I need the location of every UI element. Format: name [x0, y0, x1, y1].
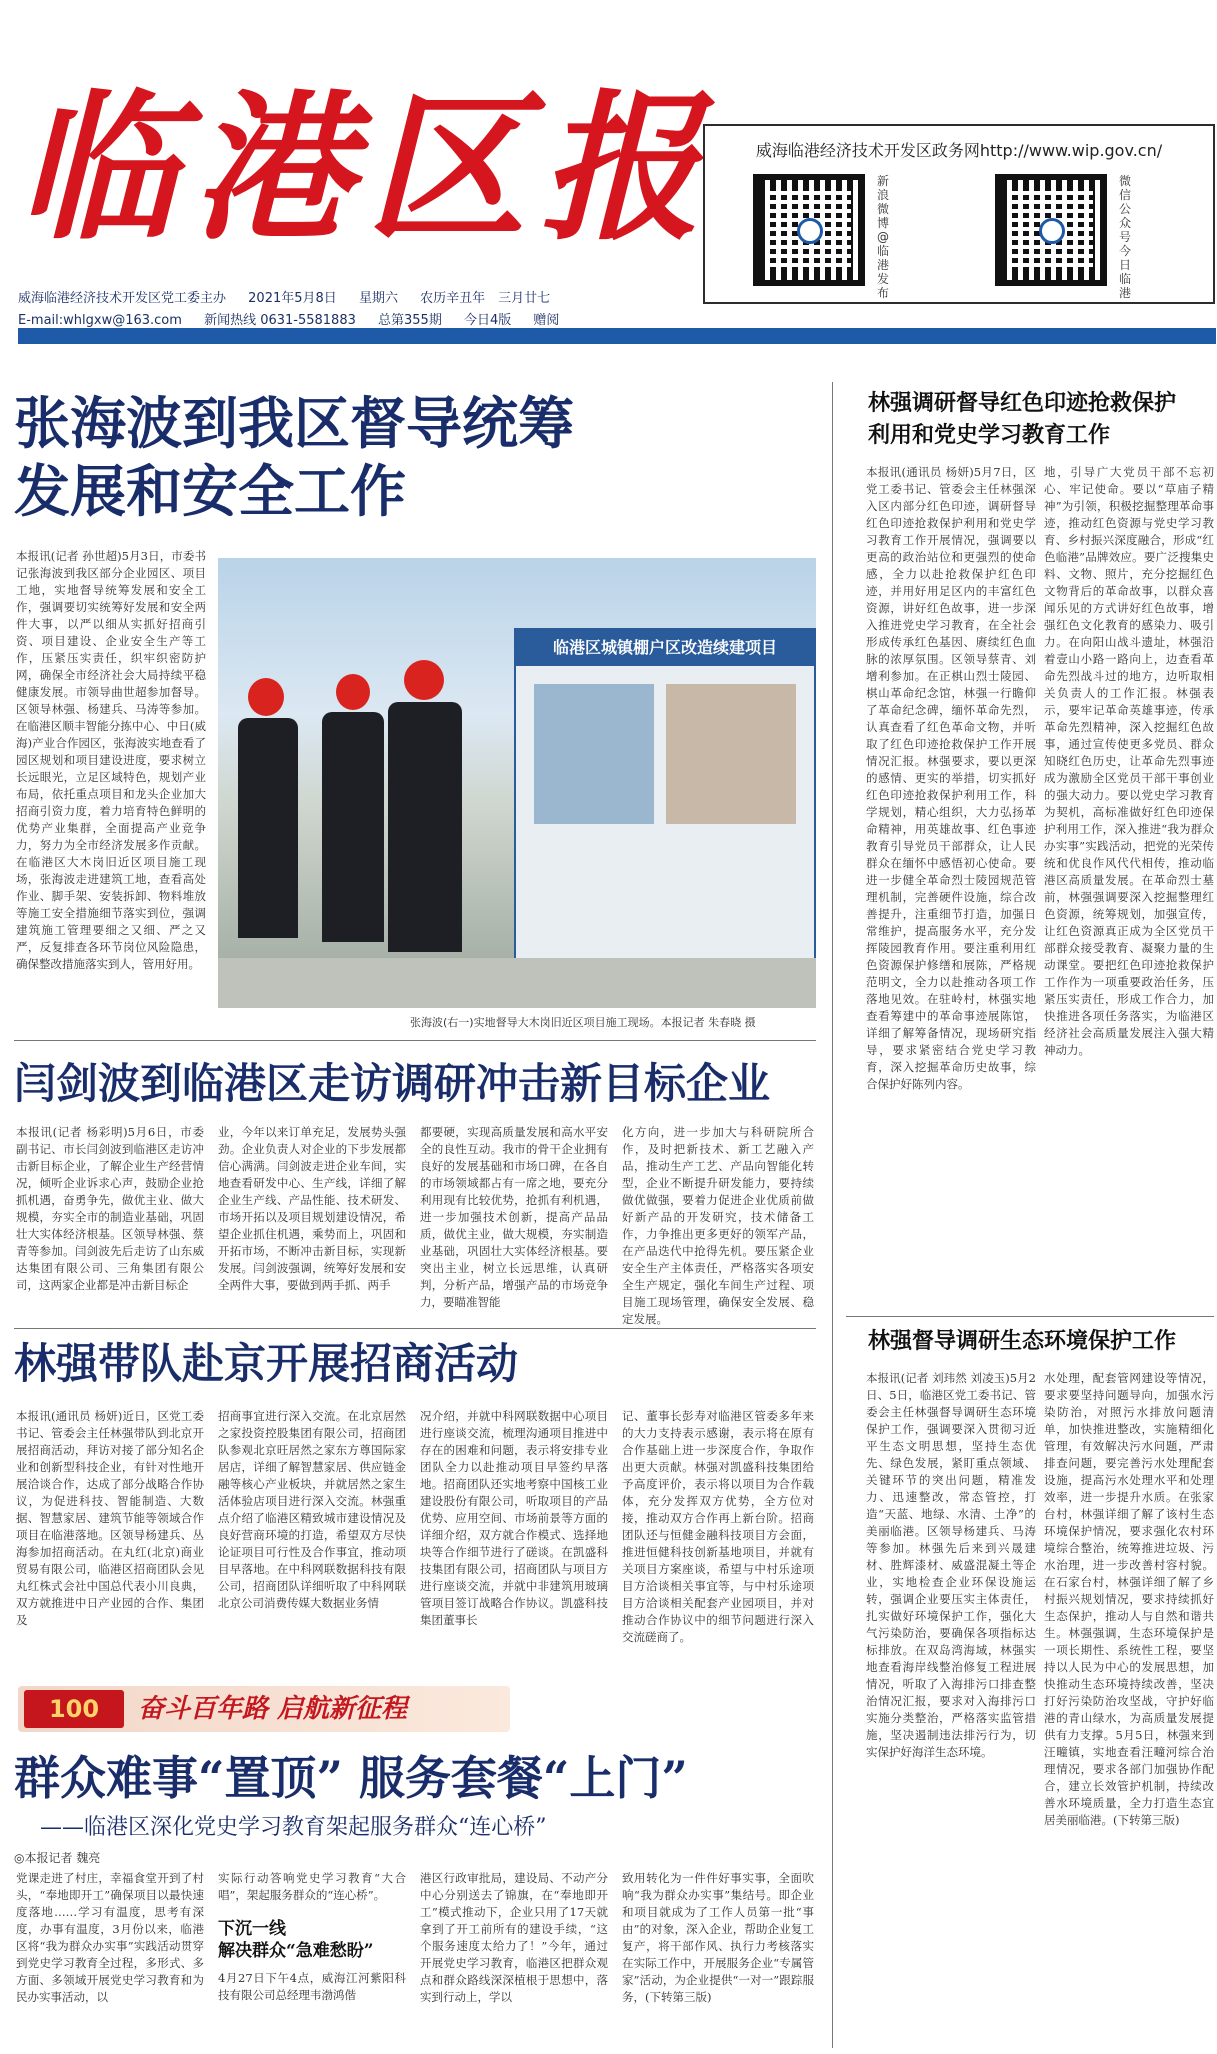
side2-col2: 水处理，配套管网建设等情况，要求要坚持问题导向，加强水污染防治，对照污水排放问题清单，加快推进整改，实施精细化管理，有效解决污水问题，严肃排查问题，要完善污水处理配套设施，提高污水处理水平和处理效率，进一步提升水质。在张家台村，林强详细了解了该村生态环境保护情况，要求强化农村环境综合整治，统筹推进垃圾、污水治理，进一步改善村容村貌。在石家台村，林强详细了解了乡村振兴规划情况，要求持续抓好生态保护，推动人与自然和谐共生。林强强调，生态环境保护是一项长期性、系统性工程，要坚持以人民为中心的发展思想，加快推动生态环境持续改善，坚决打好污染防治攻坚战，守护好临港的青山绿水，为高质量发展提供有力支撑。5月5日，林强来到汪疃镇，实地查看汪疃河综合治理情况，要求各部门加强协作配合，建立长效管护机制，持续改善水环境质量，全力打造生态宜居美丽临港。(下转第三版) [1044, 1371, 1214, 1827]
article3-col3: 况介绍，并就中科网联数据中心项目进行座谈交流，梳理沟通项目推进中存在的困难和问题，表示将安排专业团队全力以赴推动项目早签约早落地。招商团队还实地考察中国核工业建设股份有限公司，听取项目的产品优势、应用空间、市场前景等方面的详细介绍，双方就合作模式、选择地块等合作细节进行了磋谈。在凯盛科技集团有限公司，招商团队与项目方进行座谈交流，并就中非建筑用玻璃管项目签订战略合作协议。凯盛科技集团董事长 [420, 1409, 608, 1627]
article4-headline[interactable]: 群众难事“置顶” 服务套餐“上门” [14, 1751, 688, 1805]
column-divider [832, 382, 833, 2048]
masthead-contact-row [18, 309, 718, 327]
article4-subhead: ——临港区深化党史学习教育架起服务群众“连心桥” [40, 1815, 547, 1840]
weibo-qr-label: 新浪微博@临港发布 [877, 174, 890, 300]
divider [14, 1328, 816, 1329]
side1-headline-line1[interactable]: 林强调研督导红色印迹抢救保护 [868, 390, 1177, 416]
photo-billboard-plan [666, 684, 796, 824]
article4-col1: 党课走进了村庄，幸福食堂开到了村头，“奉地即开工”确保项目以最快速度落地……学习有温度，思考有深度，办事有温度，3月份以来，临港区将“我为群众办实事”实践活动贯穿到党史学习教育全过程，多形式、多方面、多领域开展党史学习教育和为民办实事活动，以 [16, 1871, 204, 2004]
article2-col4: 化方向，进一步加大与科研院所合作，及时把新技术、新工艺融入产品，推动生产工艺、产品向智能化转型，企业不断提升研发能力，要持续做优做强，要着力促进企业优质前做好新产品的开发研究，技术储备工作，力争推出更多更好的领军产品，在产品迭代中抢得先机。要压紧企业安全生产主体责任，严格落实各项安全生产规定，强化车间生产过程、项目施工现场管理，确保安全发展、稳定发展。 [622, 1125, 814, 1326]
article1-photo [218, 558, 816, 1008]
masthead-org: 威海临港经济技术开发区党工委主办 [18, 291, 227, 306]
website-qr-box [703, 124, 1215, 304]
photo-person-3 [388, 702, 462, 952]
side2-headline[interactable]: 林强督导调研生态环境保护工作 [868, 1328, 1177, 1354]
article1-headline-line2[interactable]: 发展和安全工作 [14, 459, 406, 525]
article4-col2-tail: 4月27日下午4点，威海江河紫阳科技有限公司总经理韦渤鸿偕 [218, 1971, 406, 2002]
banner-slogan: 奋斗百年路 启航新征程 [138, 1694, 408, 1724]
photo-billboard-title: 临港区城镇棚户区改造续建项目 [516, 630, 814, 666]
photo-ground [218, 958, 816, 1008]
side1-col2: 地，引导广大党员干部不忘初心、牢记使命。要以“草庙子精神”为引领，积极挖掘整理革命事迹，推动红色资源与党史学习教育、乡村振兴深度融合，形成“红色临港”品牌效应。要广泛搜集史料、文物、照片，充分挖掘红色文物背后的革命故事，以群众喜闻乐见的方式讲好红色故事，增强红色文化教育的感染力、吸引力。在向阳山战斗遗址，林强沿着壹山小路一路向上，边查看革命先烈战斗过的地方，边听取相关负责人的工作汇报。林强表示，要牢记革命英雄事迹，传承革命先烈精神，深入挖掘红色故事，通过宣传使更多党员、群众知晓红色历史，让革命先烈事迹成为激励全区党员干部干事创业的强大动力。要以党史学习教育为契机，高标准做好红色印迹保护利用工作，深入推进“我为群众办实事”实践活动，把党的光荣传统和优良作风代代相传，推动临港区高质量发展。在革命烈士墓前，林强强调要深入挖掘整理红色资源，统筹规划，加强宣传，让红色资源真正成为全区党员干部群众接受教育、凝聚力量的生动课堂。要把红色印迹抢救保护工作作为一项重要政治任务，压紧压实责任，形成工作合力，加快推进各项任务落实，为临港区经济社会高质量发展注入强大精神动力。 [1044, 465, 1214, 1057]
article4-col2-text: 实际行动答响党史学习教育“大合唱”，架起服务群众的“连心桥”。 [218, 1871, 406, 1902]
article4-col4: 致用转化为一件件好事实事，全面吹响“我为群众办实事”集结号。即企业和项目就成为了工作人员第一批“事由”的对象，深入企业，帮助企业复工复产，将干部作风、执行力考核落实在实际工作中，开展服务企业“专属管家”活动，为企业提供“一对一”跟踪服务，(下转第三版) [622, 1871, 814, 2004]
masthead-title: 临港区报 [18, 74, 715, 262]
article3-headline[interactable]: 林强带队赴京开展招商活动 [14, 1339, 519, 1388]
divider [14, 1040, 816, 1041]
photo-billboard-rendering [534, 684, 654, 824]
centenary-banner [18, 1686, 510, 1732]
masthead-pages: 今日4版 [463, 313, 512, 328]
wechat-qr-label: 微信公众号今日临港 [1119, 174, 1132, 300]
article1-photo-caption: 张海波(右一)实地督导大木岗旧近区项目施工现场。本报记者 朱春晓 摄 [410, 1016, 756, 1029]
photo-billboard [514, 628, 816, 988]
masthead-email: E-mail:whlgxw@163.com [18, 313, 182, 328]
photo-helmet-1 [248, 678, 284, 716]
weibo-qr-code-icon[interactable] [753, 174, 865, 286]
party-emblem-icon: 100 [24, 1690, 124, 1728]
masthead-date: 2021年5月8日 [248, 291, 337, 306]
article3-col2: 招商事宜进行深入交流。在北京居然之家投资控股集团有限公司，招商团队参观北京旺居然之家东方尊国际家居店，详细了解智慧家居、供应链金融等核心产业板块，并就居然之家生活体验店项目进行深入交流。林强重点介绍了临港区精致城市建设情况及良好营商环境的打造，希望双方尽快论证项目可行性及合作事宜，推动项目早落地。在中科网联数据科技有限公司，招商团队详细听取了中科网联北京公司消费传媒大数据业务情 [218, 1409, 406, 1610]
photo-person-2 [322, 712, 384, 942]
masthead-lunar: 农历辛丑年 三月廿七 [420, 291, 551, 306]
photo-helmet-2 [336, 674, 370, 710]
article4-col3: 港区行政审批局，建设局、不动产分中心分别送去了锦旗，在“奉地即开工”模式推动下，企业只用了17天就拿到了开工前所有的建设手续，“这个服务速度太给力了！”今年，通过开展党史学习教育，临港区把群众观点和群众路线深深植根于思想中，落实到行动上，学以 [420, 1871, 608, 2004]
divider [846, 1316, 1214, 1317]
article3-col4: 记、董事长彭寿对临港区管委多年来的大力支持表示感谢，表示将在原有合作基础上进一步深度合作，争取作出更大贡献。林强对凯盛科技集团给予高度评价，表示将以项目为合作载体，充分发挥双方优势，全方位对接，推动双方合作再上新台阶。招商团队还与恒健金融科技项目方会面，推进恒健科技创新基地项目，并就有关项目方案座谈，希望与中村乐途项目方洽谈相关事宜等，与中村乐途项目方洽谈相关配套产业园项目，并对推动合作协议中的细节问题进行深入交流磋商了。 [622, 1409, 814, 1644]
photo-helmet-3 [404, 660, 444, 700]
website-url[interactable]: 威海临港经济技术开发区政务网http://www.wip.gov.cn/ [755, 141, 1163, 160]
article2-headline[interactable]: 闫剑波到临港区走访调研冲击新目标企业 [14, 1059, 771, 1108]
article2-col2: 业，今年以来订单充足，发展势头强劲。企业负责人对企业的下步发展都信心满满。闫剑波走进企业车间，实地查看研发中心、生产线，详细了解企业生产线、产品性能、技术研发、市场开拓以及项目规划建设情况，希望企业抓住机遇，乘势而上，巩固和开拓市场，不断冲击新目标，实现新发展。闫剑波强调，统筹好发展和安全两件大事，要做到两手抓、两手 [218, 1125, 406, 1292]
article1-headline-line1[interactable]: 张海波到我区督导统筹 [14, 391, 574, 457]
article2-col1: 本报讯(记者 杨彩明)5月6日，市委副书记、市长闫剑波到临港区走访冲击新目标企业，了解企业生产经营情况，倾听企业诉求心声，鼓励企业抢抓机遇，奋勇争先，做优主业、做大规模，夯实全市的制造业基础，巩固壮大实体经济根基。区领导林强、蔡青等参加。闫剑波先后走访了山东威达集团有限公司、三角集团有限公司，这两家企业都是冲击新目标企 [16, 1125, 204, 1292]
article4-col2-subhead-line1: 下沉一线 [218, 1919, 286, 1939]
masthead-info-row [18, 287, 718, 305]
photo-person-1 [238, 718, 298, 938]
article4-col2 [218, 1870, 406, 2048]
article1-body: 本报讯(记者 孙世超)5月3日，市委书记张海波到我区部分企业园区、项目工地，实地督导统筹发展和安全工作，强调要切实统筹好发展和安全两件大事，以严以细从实抓好招商引资、项目建设、企业安全生产等工作，压紧压实责任，织牢织密防护网，确保全市经济社会大局持续平稳健康发展。市领导曲世超参加督导。区领导林强、杨建兵、马涛等参加。在临港区顺丰智能分拣中心、中日(威海)产业合作园区，张海波实地查看了园区规划和项目建设进度，要求树立长远眼光，立足区域特色，规划产业布局，依托重点项目和龙头企业加大招商引资力度，着力培育特色鲜明的优势产业集群，全面提高产业竞争力，努力为全市经济发展多作贡献。在临港区大木岗旧近区项目施工现场，张海波走进建筑工地，查看高处作业、脚手架、安装拆卸、物料堆放等施工安全措施细节落实到位，强调建筑施工管理要细之又细、严之又严，反复排查各环节岗位风险隐患，确保整改措施落实到人，管用好用。 [16, 549, 206, 971]
article4-col2-subhead-line2: 解决群众“急难愁盼” [218, 1941, 374, 1961]
article4-byline: ◎本报记者 魏亮 [14, 1851, 101, 1865]
masthead-gift: 赠阅 [533, 313, 560, 328]
masthead-issue: 总第355期 [378, 313, 442, 328]
side1-col1: 本报讯(通讯员 杨妍)5月7日，区党工委书记、管委会主任林强深入区内部分红色印迹，调研督导红色印迹抢救保护利用和党史学习教育工作开展情况，强调要以更高的政治站位和更强烈的使命感，全力以赴抢救保护红色印迹，并用好用足区内的丰富红色资源，讲好红色故事，进一步深入推进党史学习教育，在全社会形成传承红色基因、赓续红色血脉的浓厚氛围。区领导蔡青、刘增利参加。在正棋山烈士陵园、棋山革命纪念馆，林强一行瞻仰了革命纪念碑，缅怀革命先烈，认真查看了红色革命文物，并听取了红色印迹抢救保护工作开展情况汇报。林强要求，要以更深的感情、更实的举措，切实抓好红色印迹抢救保护利用工作，科学规划，精心组织，大力弘扬革命精神，用英雄故事、红色事迹教育引导党员干部群众，让人民群众在缅怀中感悟初心使命。要进一步健全革命烈士陵园规范管理机制，完善硬件设施，综合改善提升，注重细节打造，加强日常维护，提高服务水平，充分发挥陵园教育作用。要注重利用红色资源保护修缮和展陈，严格规范明文，全力以赴推动各项工作落地见效。在驻岭村，林强实地查看筹建中的革命事迹展陈馆，详细了解筹备情况，现场研究指导，要求紧密结合党史学习教育，深入挖掘革命历史故事，综合保护好陈列内容。 [866, 465, 1036, 1091]
side1-headline-line2[interactable]: 利用和党史学习教育工作 [868, 422, 1111, 448]
article2-col3: 都要硬，实现高质量发展和高水平安全的良性互动。我市的骨干企业拥有良好的发展基础和市场口碑，在各自的市场领域都占有一席之地，要充分利用现有比较优势，抢抓有利机遇，进一步加强技术创新，提高产品品质，做优主业，做大规模，夯实制造业基础，巩固壮大实体经济根基。要突出主业，树立长远思维，认真研判，分析产品，增强产品的市场竞争力，要瞄准智能 [420, 1125, 608, 1309]
masthead-color-bar [18, 328, 1216, 344]
side2-col1: 本报讯(记者 刘玮然 刘凌玉)5月2日、5日，临港区党工委书记、管委会主任林强督导调研生态环境保护工作，强调要深入贯彻习近平生态文明思想，坚持生态优先、绿色发展，紧盯重点领域、关键环节的突出问题，精准发力、迅速整改，常态管控，打造“天蓝、地绿、水清、土净”的美丽临港。区领导杨建兵、马涛等参加。林强先后来到兴晟建材、胜辉漆材、威盛混凝土等企业，实地检查企业环保设施运转，强调企业要压实主体责任，扎实做好环境保护工作，强化大气污染防治，要确保各项指标达标排放。在双岛湾海域，林强实地查看海岸线整治修复工程进展情况，听取了入海排污口排查整治情况汇报，要求对入海排污口实施分类整治，严格落实监管措施，坚决遏制违法排污行为，切实保护好海洋生态环境。 [866, 1371, 1036, 1759]
masthead-weekday: 星期六 [358, 291, 398, 306]
wechat-qr-code-icon[interactable] [995, 174, 1107, 286]
masthead-hotline: 新闻热线 0631-5581883 [204, 313, 356, 328]
article3-col1: 本报讯(通讯员 杨妍)近日，区党工委书记、管委会主任林强带队到北京开展招商活动，拜访对接了部分知名企业和创新型科技企业，有针对性地开展洽谈合作，达成了部分战略合作协议，为促进科技、智能制造、大数据、智慧家居、建筑节能等领域合作项目在临港落地。区领导杨建兵、丛海参加招商活动。在丸红(北京)商业贸易有限公司，临港区招商团队会见丸红株式会社中国总代表小川良典，双方就推进中日产业园的合作、集团及 [16, 1409, 204, 1627]
